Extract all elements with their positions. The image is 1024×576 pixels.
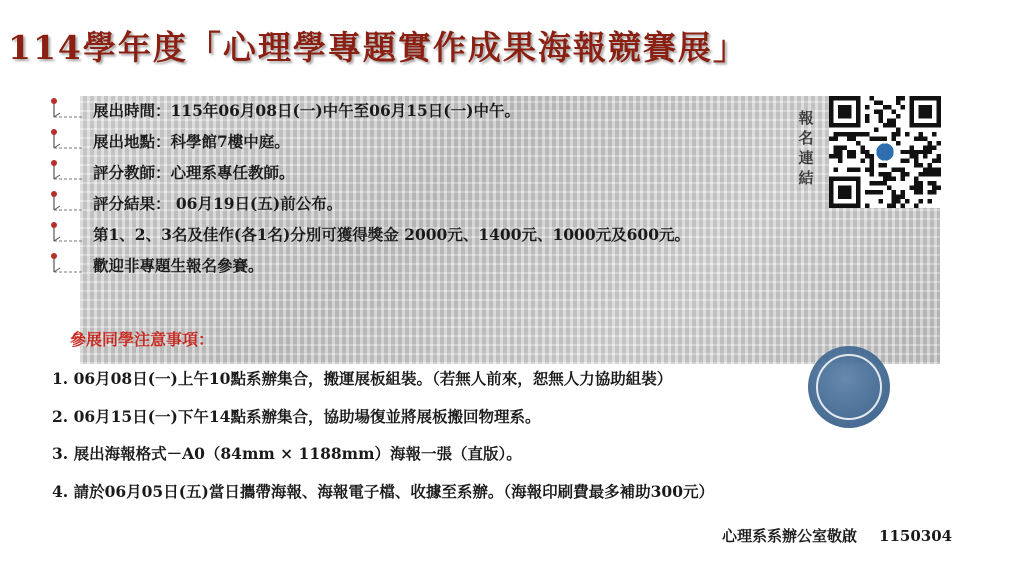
list-item xyxy=(48,125,828,156)
pushpin-icon xyxy=(48,252,88,278)
info-list xyxy=(48,94,828,280)
notice-heading: 參展同學注意事項： xyxy=(70,330,215,349)
pushpin-icon xyxy=(48,159,88,185)
qr-label xyxy=(796,108,816,188)
bullet-text: 展出地點：科學館7樓中庭。 xyxy=(93,131,290,151)
qr-label-char: 連 xyxy=(798,149,814,167)
qr-label-char: 名 xyxy=(798,129,814,147)
list-item xyxy=(48,94,828,125)
qr-label-char: 報 xyxy=(798,109,814,127)
bullet-text: 第1、2、3名及佳作(各1名)分別可獲得獎金 2000元、1400元、1000元及600元。 xyxy=(93,224,690,244)
notice-item: 1. 06月08日(一)上午10點系辦集合，搬運展板組裝。（若無人前來，恕無人力協助組裝） xyxy=(52,369,673,388)
pushpin-icon xyxy=(48,128,88,154)
bullet-text: 評分結果： 06月19日(五)前公布。 xyxy=(93,193,343,213)
notice-item: 2. 06月15日(一)下午14點系辦集合，協助場復並將展板搬回物理系。 xyxy=(52,406,541,426)
bullet-text: 展出時間：115年06月08日(一)中午至06月15日(一)中午。 xyxy=(93,100,520,120)
bullet-text: 歡迎非專題生報名參賽。 xyxy=(93,255,264,275)
pushpin-icon xyxy=(48,221,88,247)
list-item xyxy=(48,218,828,249)
list-item xyxy=(48,156,828,187)
list-item xyxy=(48,187,828,218)
qr-label-char: 結 xyxy=(798,169,814,187)
notice-item: 4. 請於06月05日(五)當日攜帶海報、海報電子檔、收據至系辦。（海報印刷費最多補助300元） xyxy=(52,481,714,501)
signature-code: 1150304 xyxy=(879,527,953,545)
notice-item: 3. 展出海報格式－A0（84mm × 1188mm）海報一張（直版）。 xyxy=(52,444,522,463)
signature-office: 心理系系辦公室敬啟 xyxy=(722,527,858,545)
decorative-circle xyxy=(808,346,890,428)
bullet-text: 評分教師：心理系專任教師。 xyxy=(93,162,295,182)
page-title: 114學年度「心理學專題實作成果海報競賽展」 xyxy=(8,28,748,67)
pushpin-icon xyxy=(48,97,88,123)
pushpin-icon xyxy=(48,190,88,216)
qr-code-icon[interactable] xyxy=(829,96,941,208)
list-item xyxy=(48,249,828,280)
signature xyxy=(722,525,952,546)
notice-list xyxy=(52,360,714,510)
